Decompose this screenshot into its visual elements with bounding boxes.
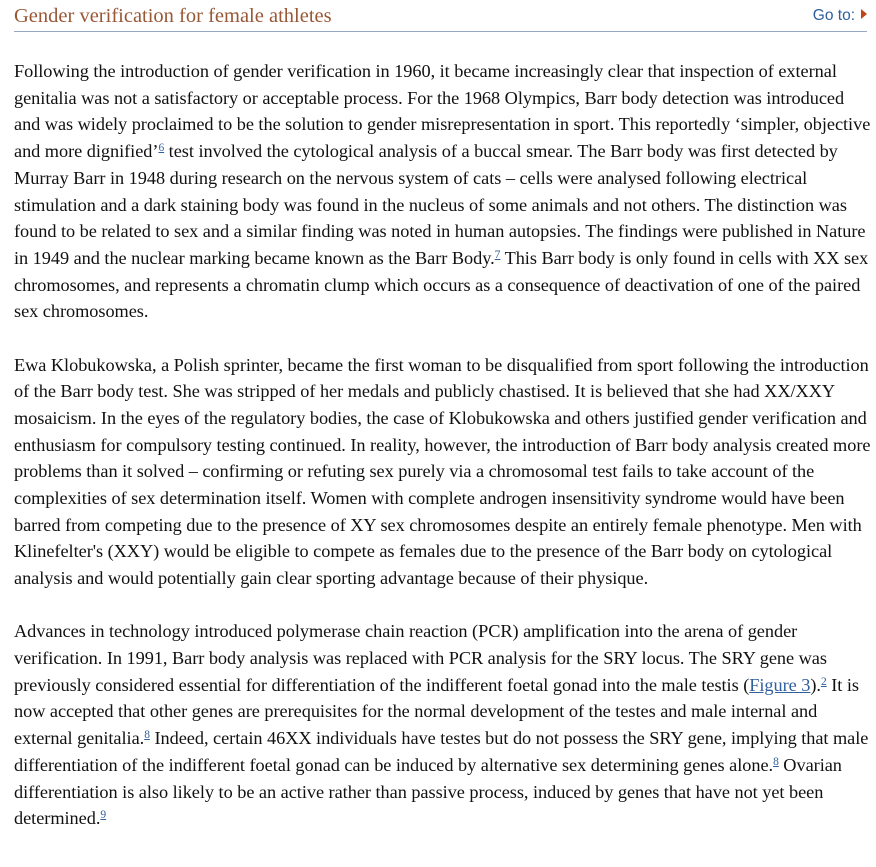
citation-link-9[interactable]: 9 — [100, 809, 107, 822]
goto-label: Go to: — [812, 7, 855, 24]
paragraph-1-text-1: Following the introduction of gender verification in 1960, it became increasingly clear that inspection of external genitalia was not a satisfactory or acceptable process. For the 1968 Olympics, Barr body detection was introduced and was widely proclaimed to be the solution to gender misrepresentation in sport. This reportedly ‘simpler, objective and more dignified’ — [14, 61, 871, 162]
paragraph-3-text-5: Ovarian differentiation is also likely to be an active rather than passive process, induced by genes that have not yet been determined. — [14, 754, 842, 829]
paragraph-3-text-3: It is now accepted that other genes are prerequisites for the normal development of the testes and male internal and external genitalia. — [14, 674, 859, 749]
paragraph-3-text-4: Indeed, certain 46XX individuals have testes but do not possess the SRY gene, implying that male differentiation of the indifferent foetal gonad can be induced by alternative sex determining genes alone. — [14, 728, 869, 775]
figure-3-link[interactable]: Figure 3 — [749, 674, 811, 695]
paragraph-3 — [14, 618, 872, 832]
citation-link-6[interactable]: 6 — [158, 142, 165, 155]
paragraph-1-text-2: test involved the cytological analysis of a buccal smear. The Barr body was first detected by Murray Barr in 1948 during research on the nervous system of cats – cells were analysed following electrical stimulation and a dark staining body was found in the nucleus of some animals and not others. The distinction was found to be related to sex and a similar finding was noted in human autopsies. The findings were published in Nature in 1949 and the nuclear marking became known as the Barr Body. — [14, 141, 866, 268]
section-header — [14, 0, 867, 32]
citation-link-8[interactable]: 8 — [144, 729, 150, 742]
section-title: Gender verification for female athletes — [14, 5, 332, 27]
goto-menu[interactable] — [813, 6, 867, 26]
paragraph-2: Ewa Klobukowska, a Polish sprinter, became the first woman to be disqualified from sport following the introduction of the Barr body test. She was stripped of her medals and publicly chastised. It is believed that she had XX/XXY mosaicism. In the eyes of the regulatory bodies, the case of Klobukowska and others justified gender verification and enthusiasm for compulsory testing continued. In reality, however, the introduction of Barr body analysis created more problems than it solved – confirming or refuting sex purely via a chromosomal test fails to take account of the complexities of sex determination itself. Women with complete androgen insensitivity syndrome would have been barred from competing due to the presence of XY sex chromosomes despite an entirely female phenotype. Men with Klinefelter's (XXY) would be eligible to compete as females due to the presence of the Barr body on cytological analysis and would potentially gain clear sporting advantage because of their physique. — [14, 354, 871, 589]
citation-link-2[interactable]: 2 — [820, 675, 827, 688]
citation-link-8-second[interactable]: 8 — [773, 755, 779, 768]
paragraph-3-text-2: ). — [810, 674, 821, 695]
citation-link-7[interactable]: 7 — [494, 248, 501, 261]
paragraph-3-text-1: Advances in technology introduced polymerase chain reaction (PCR) amplification into the arena of gender verification. In 1991, Barr body analysis was replaced with PCR analysis for the SRY locus. The SRY gene was previously considered essential for differentiation of the indifferent foetal gonad into the male testis ( — [14, 621, 827, 695]
paragraph-1-text-3: This Barr body is only found in cells with XX sex chromosomes, and represents a chromatin clump which occurs as a consequence of deactivation of one of the paired sex chromosomes. — [14, 247, 869, 322]
triangle-right-icon — [861, 9, 867, 19]
paragraph-1 — [14, 58, 872, 325]
article-body — [14, 58, 872, 858]
